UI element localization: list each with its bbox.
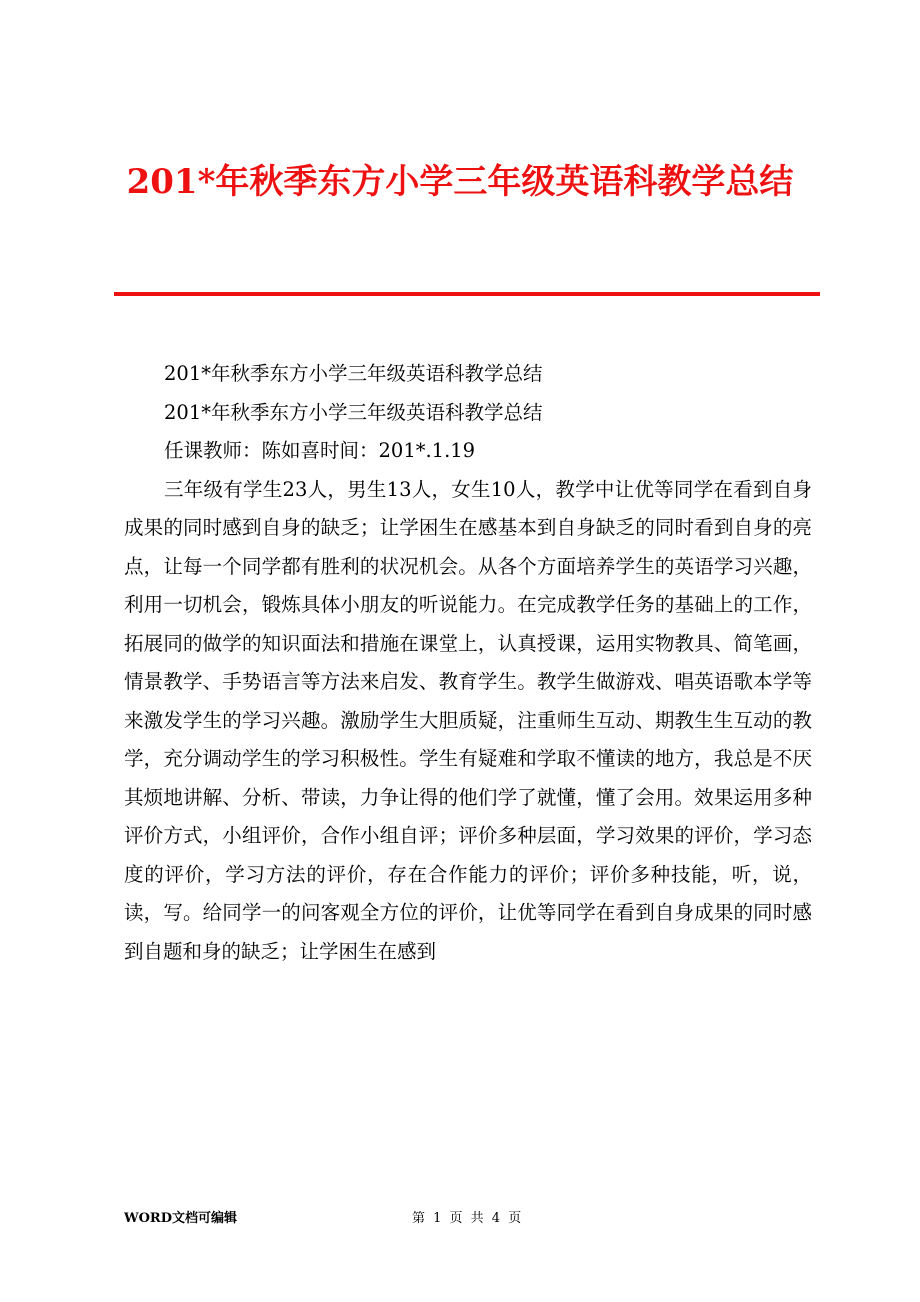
document-body: [124, 355, 812, 971]
title-divider: [114, 292, 820, 296]
main-paragraph: 三年级有学生23人，男生13人，女生10人，教学中让优等同学在看到自身成果的同时感到自身的缺乏；让学困生在感基本到自身缺乏的同时看到自身的亮点，让每一个同学都有胜利的状况机会。从各个方面培养学生的英语学习兴趣，利用一切机会，锻炼具体小朋友的听说能力。在完成教学任务的基础上的工作，拓展同的做学的知识面法和措施在课堂上，认真授课，运用实物教具、简笔画，情景教学、手势语言等方法来启发、教育学生。教学生做游戏、唱英语歌本学等来激发学生的学习兴趣。激励学生大胆质疑，注重师生互动、期教生生互动的教学，充分调动学生的学习积极性。学生有疑难和学取不懂读的地方，我总是不厌其烦地讲解、分析、带读，力争让得的他们学了就懂，懂了会用。效果运用多种评价方式，小组评价，合作小组自评；评价多种层面，学习效果的评价，学习态度的评价，学习方法的评价，存在合作能力的评价；评价多种技能，听，说，读，写。给同学一的问客观全方位的评价，让优等同学在看到自身成果的同时感到自题和身的缺乏；让学困生在感到: [124, 477, 812, 963]
footer-editable-label: WORD文档可编辑: [124, 1211, 238, 1226]
teacher-info: 任课教师：陈如喜时间：201*.1.19: [164, 439, 476, 462]
body-paragraph-2: 201*年秋季东方小学三年级英语科教学总结: [164, 400, 543, 424]
document-title: 201*年秋季东方小学三年级英语科教学总结: [126, 162, 794, 202]
body-paragraph-1: 201*年秋季东方小学三年级英语科教学总结: [164, 362, 543, 385]
page-indicator: 第 1 页 共 4 页: [412, 1211, 522, 1226]
